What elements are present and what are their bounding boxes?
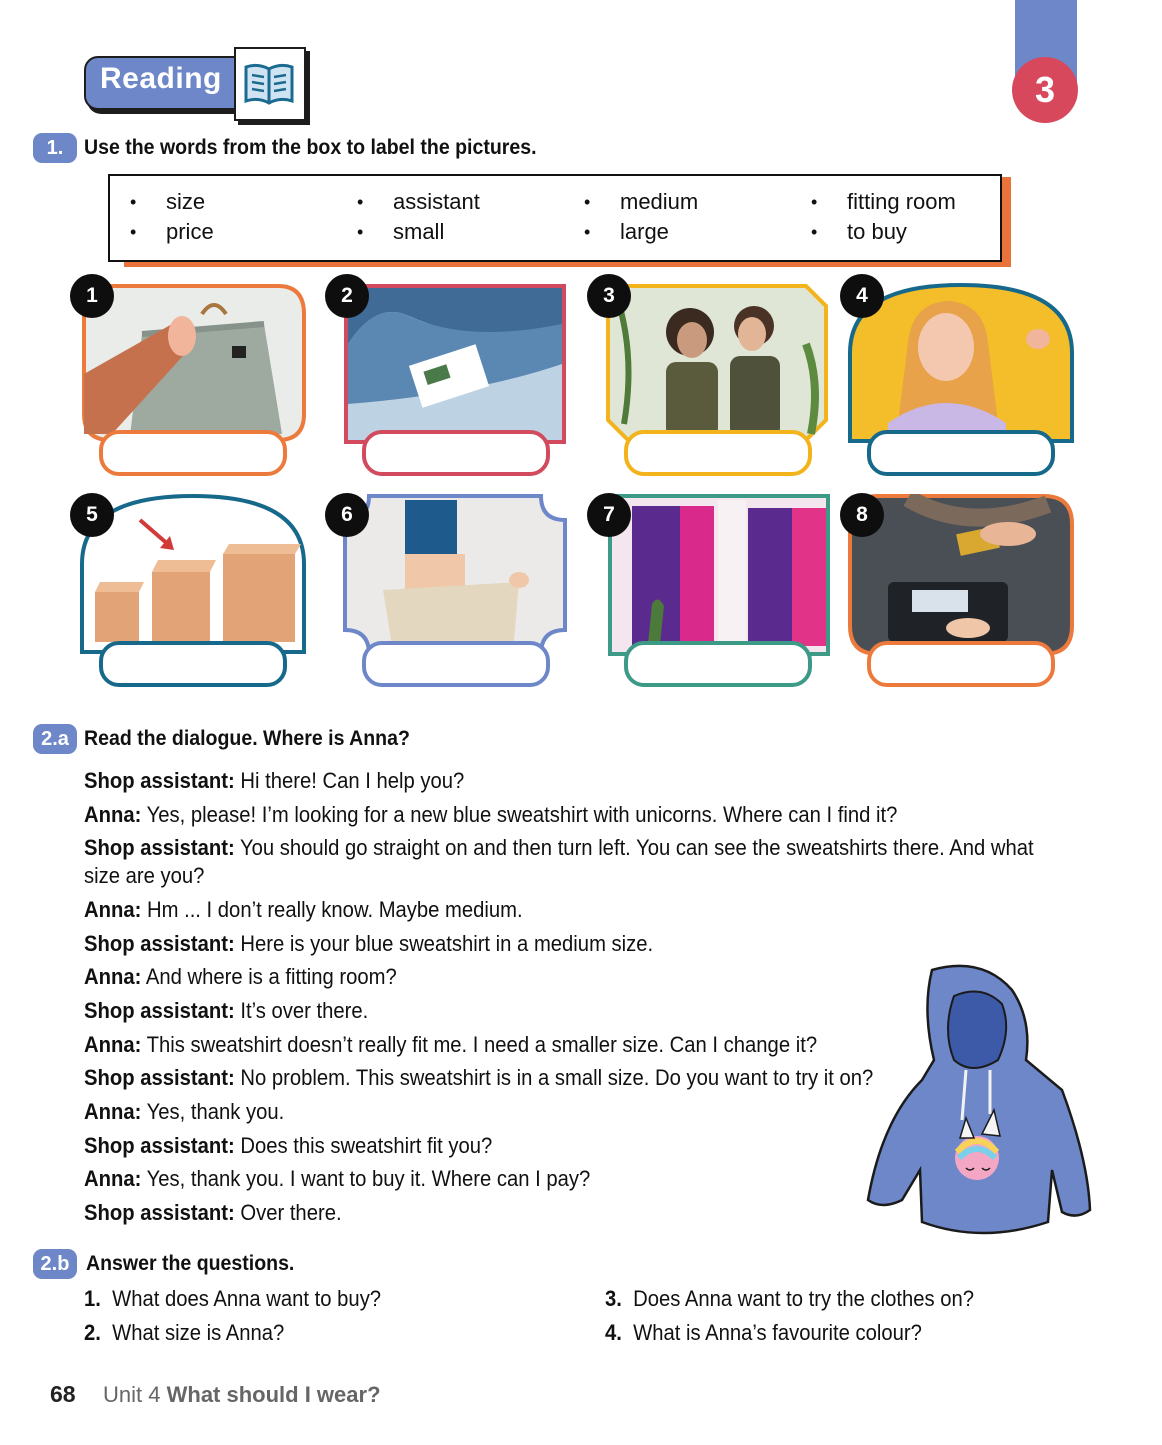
- footer-unit: [103, 1382, 381, 1408]
- question-item: 3. Does Anna want to try the clothes on?: [605, 1286, 975, 1311]
- bullet: •: [811, 222, 818, 242]
- dialogue-line: Anna: Hm ... I don’t really know. Maybe medium.: [84, 897, 523, 922]
- dialogue-line: Anna: Yes, please! I’m looking for a new blue sweatshirt with unicorns. Where can I find it?: [84, 802, 898, 827]
- picture-fitting-room: [608, 494, 830, 656]
- exercise-number: 1.: [33, 133, 77, 163]
- dialogue-line: Anna: This sweatshirt doesn’t really fit me. I need a smaller size. Can I change it?: [84, 1032, 818, 1057]
- label-answer-box[interactable]: [624, 641, 812, 687]
- label-answer-box[interactable]: [362, 430, 550, 476]
- dialogue-line: Shop assistant: Here is your blue sweatshirt in a medium size.: [84, 931, 654, 956]
- label-answer-box[interactable]: [624, 430, 812, 476]
- bullet: •: [130, 222, 137, 242]
- bullet: •: [357, 222, 364, 242]
- word-item: fitting room: [847, 189, 956, 214]
- picture-number: 2: [325, 274, 369, 318]
- label-answer-box[interactable]: [362, 641, 550, 687]
- question-item: 2. What size is Anna?: [84, 1320, 285, 1345]
- bullet: •: [584, 192, 591, 212]
- word-item: large: [620, 219, 669, 244]
- picture-large-trousers: [343, 494, 567, 656]
- bullet: •: [357, 192, 364, 212]
- picture-number: 3: [587, 274, 631, 318]
- label-answer-box[interactable]: [867, 641, 1055, 687]
- unicorn-hoodie-illustration: [862, 960, 1096, 1240]
- picture-number: 5: [70, 493, 114, 537]
- word-box: [108, 174, 1002, 262]
- question-item: 1. What does Anna want to buy?: [84, 1286, 382, 1311]
- exercise-number: 2.b: [33, 1249, 77, 1279]
- picture-assistants: [606, 284, 828, 444]
- picture-small-gesture: [848, 283, 1074, 445]
- label-answer-box[interactable]: [867, 430, 1055, 476]
- dialogue-line: Anna: Yes, thank you. I want to buy it. Where can I pay?: [84, 1166, 591, 1191]
- word-item: medium: [620, 189, 699, 214]
- exercise-instruction: Answer the questions.: [86, 1252, 295, 1275]
- dialogue-line: Shop assistant: Over there.: [84, 1200, 342, 1225]
- exercise-instruction: Read the dialogue. Where is Anna?: [84, 727, 410, 750]
- dialogue-line: Anna: And where is a fitting room?: [84, 964, 397, 989]
- label-answer-box[interactable]: [99, 641, 287, 687]
- word-item: small: [393, 219, 445, 244]
- open-book-icon: [234, 47, 306, 121]
- exercise-instruction: Use the words from the box to label the pictures.: [84, 136, 537, 159]
- dialogue-line: Shop assistant: You should go straight on and then turn left. You can see the sweatshirts there. And what: [84, 835, 1034, 860]
- bullet: •: [811, 192, 818, 212]
- dialogue-line: size are you?: [84, 863, 205, 888]
- page-number: 68: [50, 1381, 76, 1407]
- label-answer-box[interactable]: [99, 430, 287, 476]
- bullet: •: [584, 222, 591, 242]
- dialogue-line: Anna: Yes, thank you.: [84, 1099, 285, 1124]
- picture-number: 4: [840, 274, 884, 318]
- question-item: 4. What is Anna’s favourite colour?: [605, 1320, 922, 1345]
- unit-badge: 3: [1012, 57, 1078, 123]
- picture-boxes: [80, 494, 306, 656]
- word-item: assistant: [393, 189, 480, 214]
- dialogue-line: Shop assistant: No problem. This sweatshirt is in a small size. Do you want to try it on?: [84, 1065, 874, 1090]
- word-item: to buy: [847, 219, 907, 244]
- picture-number: 8: [840, 493, 884, 537]
- bullet: •: [130, 192, 137, 212]
- picture-price-tag: [344, 284, 566, 444]
- word-item: price: [166, 219, 214, 244]
- dialogue-line: Shop assistant: It’s over there.: [84, 998, 369, 1023]
- footer-unit-title: What should I wear?: [166, 1382, 381, 1407]
- word-item: size: [166, 189, 206, 214]
- exercise-number: 2.a: [33, 724, 77, 754]
- section-title: Reading: [100, 62, 222, 95]
- picture-sweater: [82, 284, 306, 444]
- footer-unit-number: Unit 4: [103, 1382, 161, 1407]
- dialogue-line: Shop assistant: Hi there! Can I help you?: [84, 768, 465, 793]
- picture-number: 6: [325, 493, 369, 537]
- dialogue-line: Shop assistant: Does this sweatshirt fit you?: [84, 1133, 493, 1158]
- picture-number: 7: [587, 493, 631, 537]
- picture-number: 1: [70, 274, 114, 318]
